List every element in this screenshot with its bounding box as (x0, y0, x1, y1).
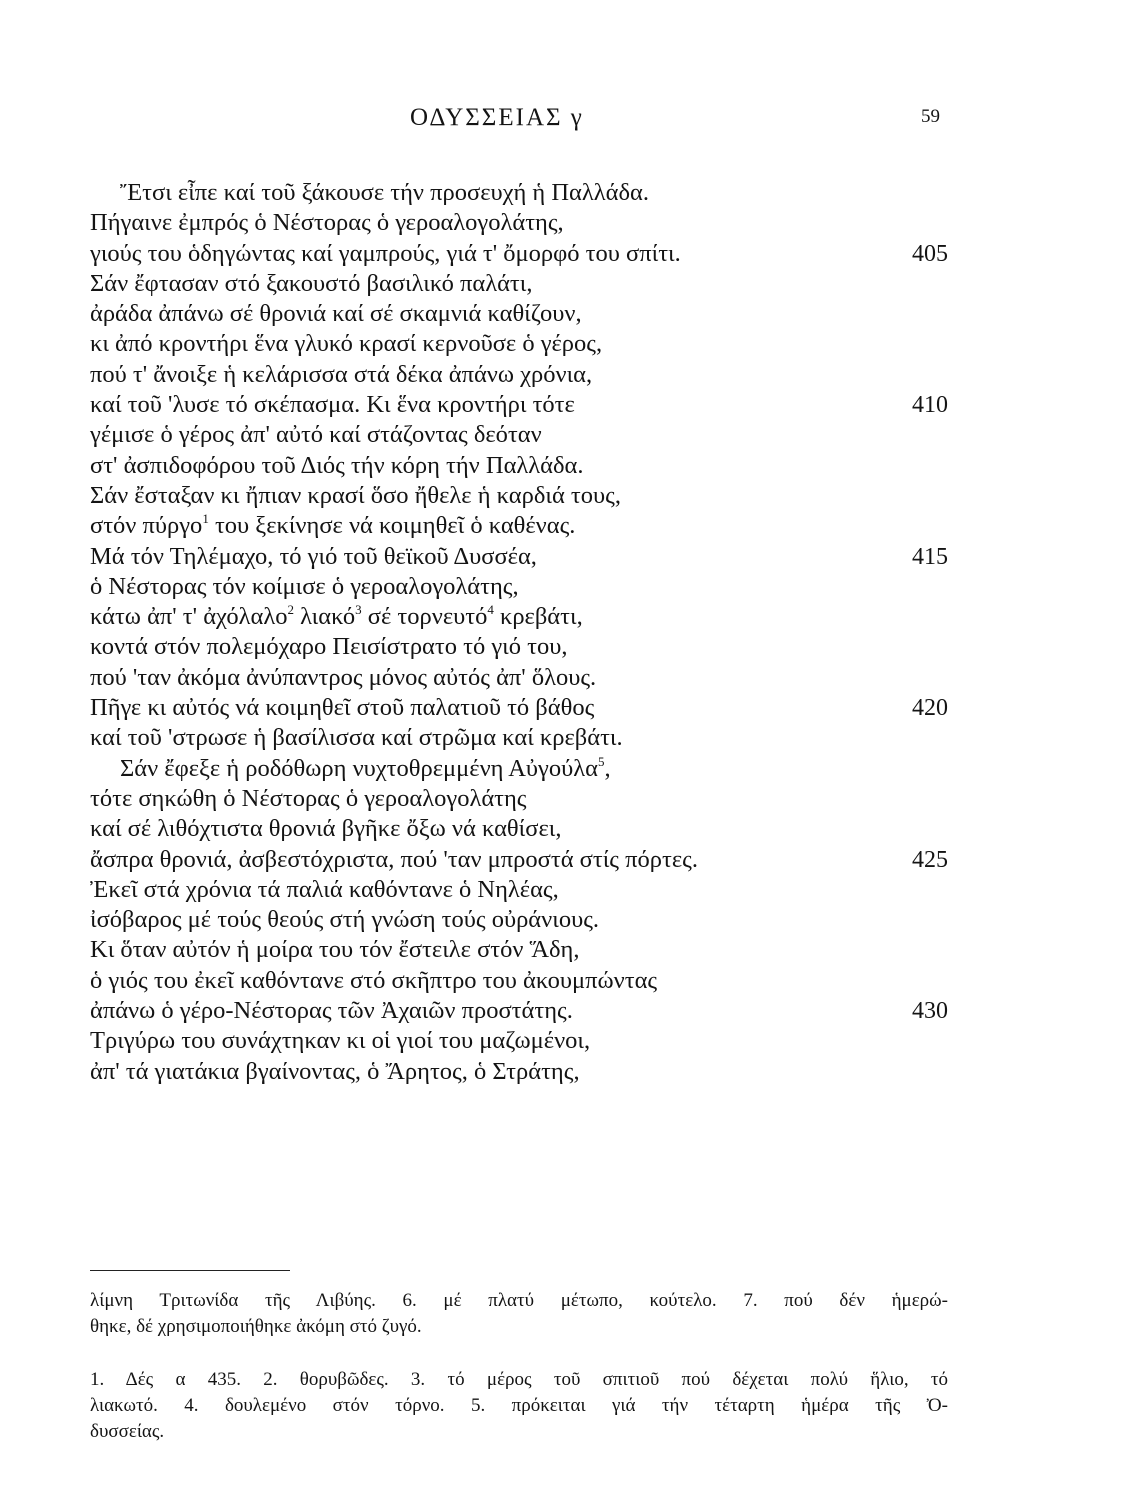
line-number: 415 (912, 543, 948, 570)
verse-block (90, 178, 948, 1087)
verse-text: ἰσόβαρος μέ τούς θεούς στή γνώση τούς οὐράνιους. (90, 906, 600, 934)
verse-text: ὁ Νέστορας τόν κοίμισε ὁ γεροαλογολάτης, (90, 572, 519, 600)
line-number: 410 (912, 392, 948, 419)
verse-text: Σάν ἔφεξε ἡ ροδόθωρη νυχτοθρεμμένη Αὐγούλα$^5$, (120, 753, 611, 782)
verse-line (90, 511, 948, 541)
verse-text: στόν πύργο$^1$ του ξεκίνησε νά κοιμηθεῖ ὁ καθένας. (90, 511, 576, 540)
verse-text: γιούς του ὁδηγώντας καί γαμπρούς, γιά τ' ὄμορφό του σπίτι. (90, 239, 681, 267)
verse-text: Μά τόν Τηλέμαχο, τό γιό τοῦ θεϊκοῦ Δυσσέα, (90, 542, 537, 570)
verse-text: κι ἀπό κροντήρι ἕνα γλυκό κρασί κερνοῦσε ὁ γέρος, (90, 330, 603, 358)
verse-line (90, 1026, 948, 1056)
page-title: ΟΔΥΣΣΕΙΑΣ γ (410, 104, 584, 131)
footnote-line: δυσσείας. (90, 1421, 165, 1442)
verse-line (90, 178, 948, 208)
verse-line (90, 1057, 948, 1087)
verse-text: Πήγαινε ἐμπρός ὁ Νέστορας ὁ γεροαλογολάτης, (90, 209, 564, 237)
verse-line (90, 239, 948, 269)
page-number: 59 (921, 106, 940, 127)
footnote-marker: 3 (355, 602, 362, 618)
verse-line (90, 451, 948, 481)
verse-text: καί τοῦ 'στρωσε ἡ βασίλισσα καί στρῶμα καί κρεβάτι. (90, 724, 623, 752)
verse-line (90, 299, 948, 329)
verse-text: Ἐκεῖ στά χρόνια τά παλιά καθόντανε ὁ Νηλέας, (90, 875, 559, 903)
footnote-marker: 5 (597, 753, 605, 769)
footnote-line: λιακωτό. 4. δουλεμένο στόν τόρνο. 5. πρόκειται γιά τήν τέταρτη ἡμέρα τῆς Ὀ- (90, 1395, 948, 1416)
verse-text: Κι ὅταν αὐτόν ἡ μοίρα του τόν ἔστειλε στόν Ἅδη, (90, 936, 580, 964)
verse-line (90, 360, 948, 390)
verse-text: πού τ' ἄνοιξε ἡ κελάρισσα στά δέκα ἀπάνω χρόνια, (90, 360, 593, 388)
footnote-marker: 2 (287, 602, 294, 618)
verse-line (90, 966, 948, 996)
verse-text: ὁ γιός του ἐκεῖ καθόντανε στό σκῆπτρο του ἀκουμπώντας (90, 966, 658, 994)
verse-line (90, 329, 948, 359)
verse-line (90, 723, 948, 753)
verse-text: ἀπάνω ὁ γέρο-Νέστορας τῶν Ἀχαιῶν προστάτης. (90, 997, 573, 1025)
verse-line (90, 875, 948, 905)
verse-line (90, 784, 948, 814)
verse-line (90, 754, 948, 784)
verse-line (90, 996, 948, 1026)
footnotes (90, 1367, 948, 1445)
verse-text: κοντά στόν πολεμόχαρο Πεισίστρατο τό γιό του, (90, 633, 568, 661)
verse-line (90, 632, 948, 662)
verse-line (90, 481, 948, 511)
verse-text: Τριγύρω του συνάχτηκαν κι οἱ γιοί του μαζωμένοι, (90, 1027, 591, 1055)
footnote-line: θηκε, δέ χρησιμοποιήθηκε ἀκόμη στό ζυγό. (90, 1316, 422, 1337)
verse-text: ἀπ' τά γιατάκια βγαίνοντας, ὁ Ἄρητος, ὁ Στράτης, (90, 1057, 580, 1085)
verse-text: Ἔτσι εἶπε καί τοῦ ξάκουσε τήν προσευχή ἡ Παλλάδα. (120, 179, 649, 206)
verse-text: κάτω ἀπ' τ' ἀχόλαλο$^2$ λιακό$^3$ σέ τορνευτό$^4$ κρεβάτι, (90, 602, 583, 631)
line-number: 430 (912, 998, 948, 1025)
verse-text: γέμισε ὁ γέρος ἀπ' αὐτό καί στάζοντας δεόταν (90, 421, 542, 449)
footnote-marker: 1 (202, 511, 209, 527)
verse-text: στ' ἀσπιδοφόρου τοῦ Διός τήν κόρη τήν Παλλάδα. (90, 451, 584, 479)
footnote-marker: 4 (487, 602, 494, 618)
verse-line (90, 208, 948, 238)
line-number: 420 (912, 695, 948, 722)
verse-line (90, 602, 948, 632)
verse-text: Σάν ἔφτασαν στό ξακουστό βασιλικό παλάτι, (90, 269, 533, 297)
verse-text: καί τοῦ 'λυσε τό σκέπασμα. Κι ἕνα κροντήρι τότε (90, 391, 575, 419)
line-number: 425 (912, 846, 948, 873)
verse-text: τότε σηκώθη ὁ Νέστορας ὁ γεροαλογολάτης (90, 784, 527, 812)
verse-line (90, 814, 948, 844)
footnote-line: 1. Δές α 435. 2. θορυβῶδες. 3. τό μέρος τοῦ σπιτιοῦ πού δέχεται πολύ ἥλιο, τό (90, 1369, 948, 1390)
verse-line (90, 542, 948, 572)
verse-text: πού 'ταν ἀκόμα ἀνύπαντρος μόνος αὐτός ἀπ' ὅλους. (90, 663, 597, 691)
verse-text: Σάν ἔσταξαν κι ἤπιαν κρασί ὅσο ἤθελε ἡ καρδιά τους, (90, 481, 621, 509)
verse-line (90, 390, 948, 420)
verse-line (90, 905, 948, 935)
verse-text: καί σέ λιθόχτιστα θρονιά βγῆκε ὄξω νά καθίσει, (90, 815, 562, 843)
footnote-divider (90, 1270, 290, 1271)
verse-line (90, 420, 948, 450)
verse-text: ἀράδα ἀπάνω σέ θρονιά καί σέ σκαμνιά καθίζουν, (90, 300, 582, 328)
verse-line (90, 693, 948, 723)
verse-line (90, 269, 948, 299)
verse-text: Πῆγε κι αὐτός νά κοιμηθεῖ στοῦ παλατιοῦ τό βάθος (90, 694, 595, 722)
verse-text: ἄσπρα θρονιά, ἀσβεστόχριστα, πού 'ταν μπροστά στίς πόρτες. (90, 845, 698, 873)
verse-line (90, 845, 948, 875)
verse-line (90, 663, 948, 693)
verse-line (90, 935, 948, 965)
footnote-line: λίμνη Τριτωνίδα τῆς Λιβύης. 6. μέ πλατύ μέτωπο, κούτελο. 7. πού δέν ἡμερώ- (90, 1290, 948, 1311)
footnotes-continued (90, 1288, 948, 1340)
verse-line (90, 572, 948, 602)
line-number: 405 (912, 240, 948, 267)
